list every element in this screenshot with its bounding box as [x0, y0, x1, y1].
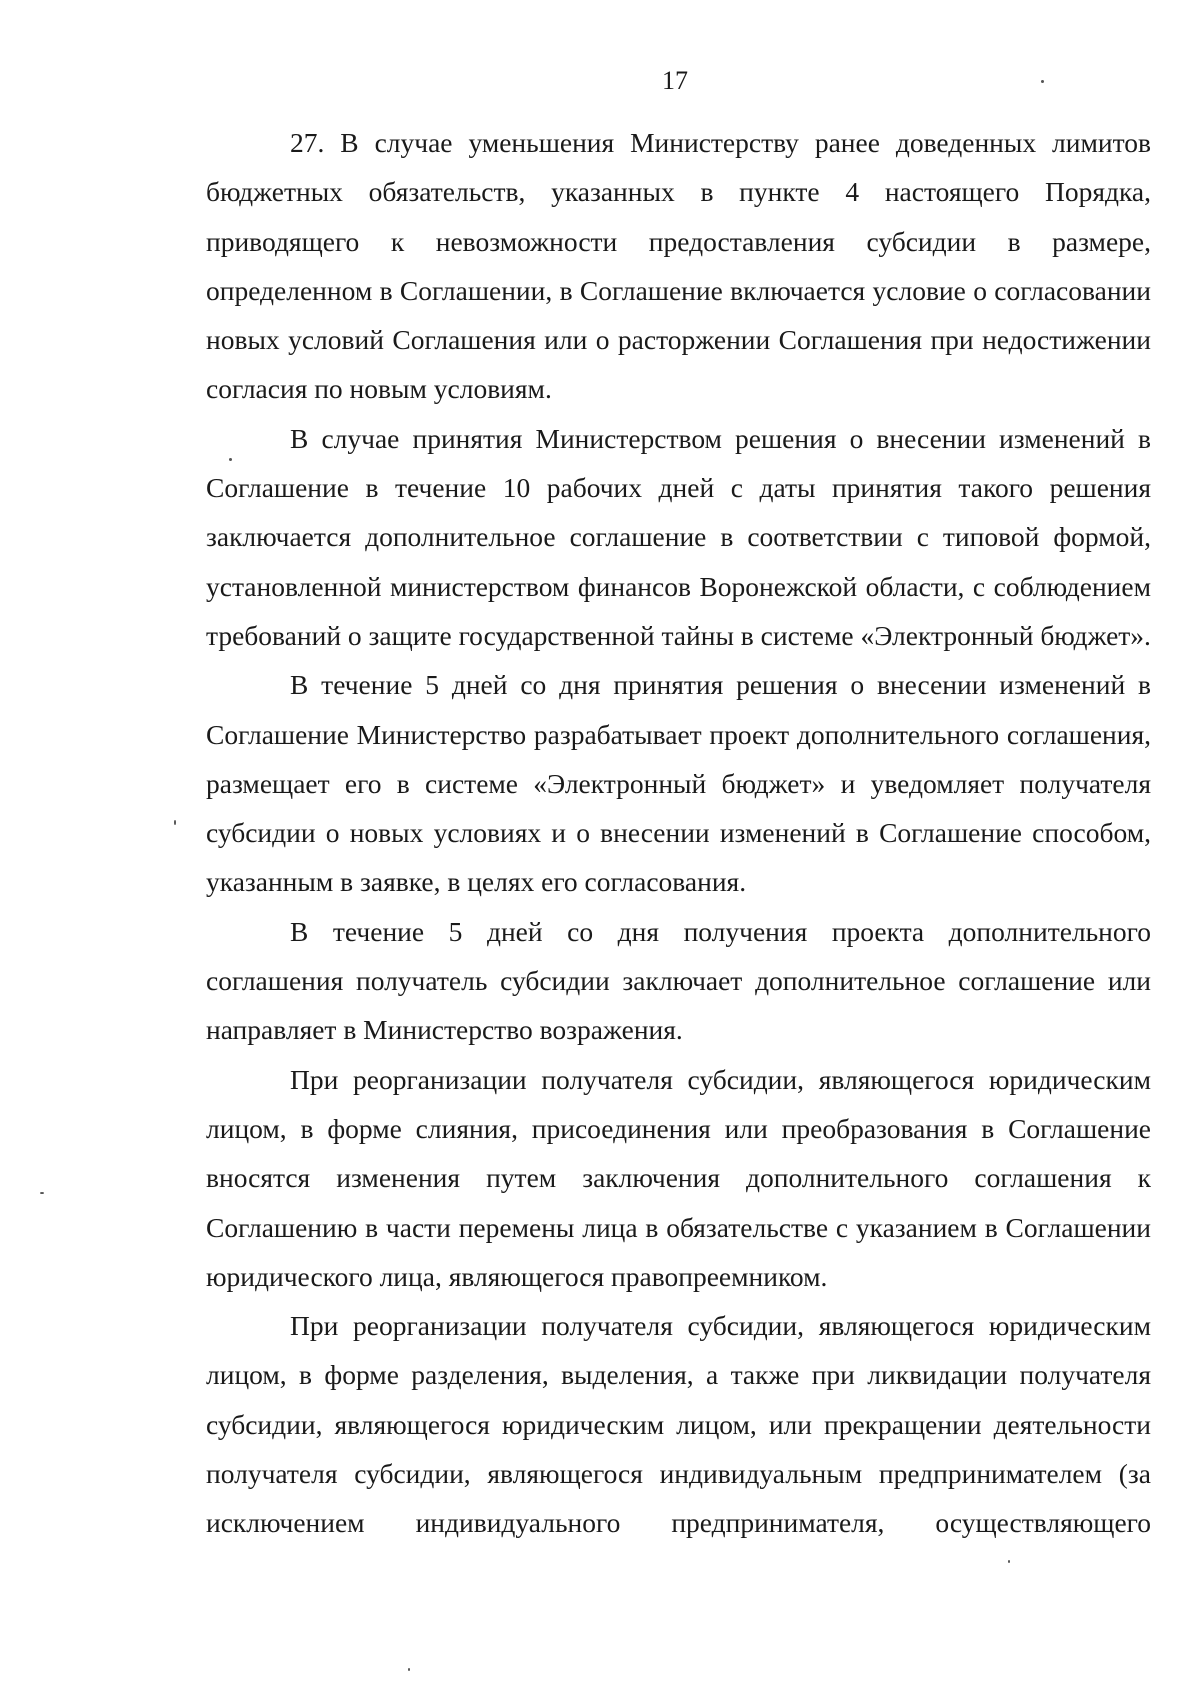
page-number: 17: [662, 66, 688, 95]
paragraph-recipient-response: В течение 5 дней со дня получения проекта дополнительного соглашения получатель субсидии заключает дополнительное соглашение или направляет в Министерство возражения.: [206, 915, 1151, 1046]
paragraph-reorganization-division: При реорганизации получателя субсидии, являющегося юридическим лицом, в форме разделения, выделения, а также при ликвидации получателя субсидии, являющегося юридическим лицом, или прекращении деятельности получателя субсидии, являющегося индивидуальным предпринимателем (за исключением индивидуального предпринимателя, осуществляющего: [206, 1310, 1151, 1539]
scan-speck: [174, 820, 176, 825]
scan-speck: [40, 1192, 44, 1194]
paragraph-draft-preparation: В течение 5 дней со дня принятия решения о внесении изменений в Соглашение Министерство разрабатывает проект дополнительного соглашения, размещает его в системе «Электронный бюджет» и уведомляет получателя субсидии о новых условиях и о внесении изменений в Соглашение способом, указанным в заявке, в целях его согласования.: [206, 669, 1151, 898]
scan-speck: [229, 458, 232, 461]
paragraph-reorganization-merger: При реорганизации получателя субсидии, являющегося юридическим лицом, в форме слияния, присоединения или преобразования в Соглашение вносятся изменения путем заключения дополнительного соглашения к Соглашению в части перемены лица в обязательстве с указанием в Соглашении юридического лица, являющегося правопреемником.: [206, 1063, 1151, 1292]
paragraph-amendment-agreement: В случае принятия Министерством решения о внесении изменений в Соглашение в течение 10 рабочих дней с даты принятия такого решения заключается дополнительное соглашение в соответствии с типовой формой, установленной министерством финансов Воронежской области, с соблюдением требований о защите государственной тайны в системе «Электронный бюджет».: [206, 422, 1151, 651]
scan-speck: [1041, 80, 1044, 83]
paragraph-27: 27. В случае уменьшения Министерству ранее доведенных лимитов бюджетных обязательств, указанных в пункте 4 настоящего Порядка, приводящего к невозможности предоставления субсидии в размере, определенном в Соглашении, в Соглашение включается условие о согласовании новых условий Соглашения или о расторжении Соглашения при недостижении согласия по новым условиям.: [206, 127, 1151, 405]
document-body: [206, 118, 1151, 1548]
scan-speck: [408, 1668, 410, 1671]
scan-speck: [1008, 1560, 1010, 1563]
